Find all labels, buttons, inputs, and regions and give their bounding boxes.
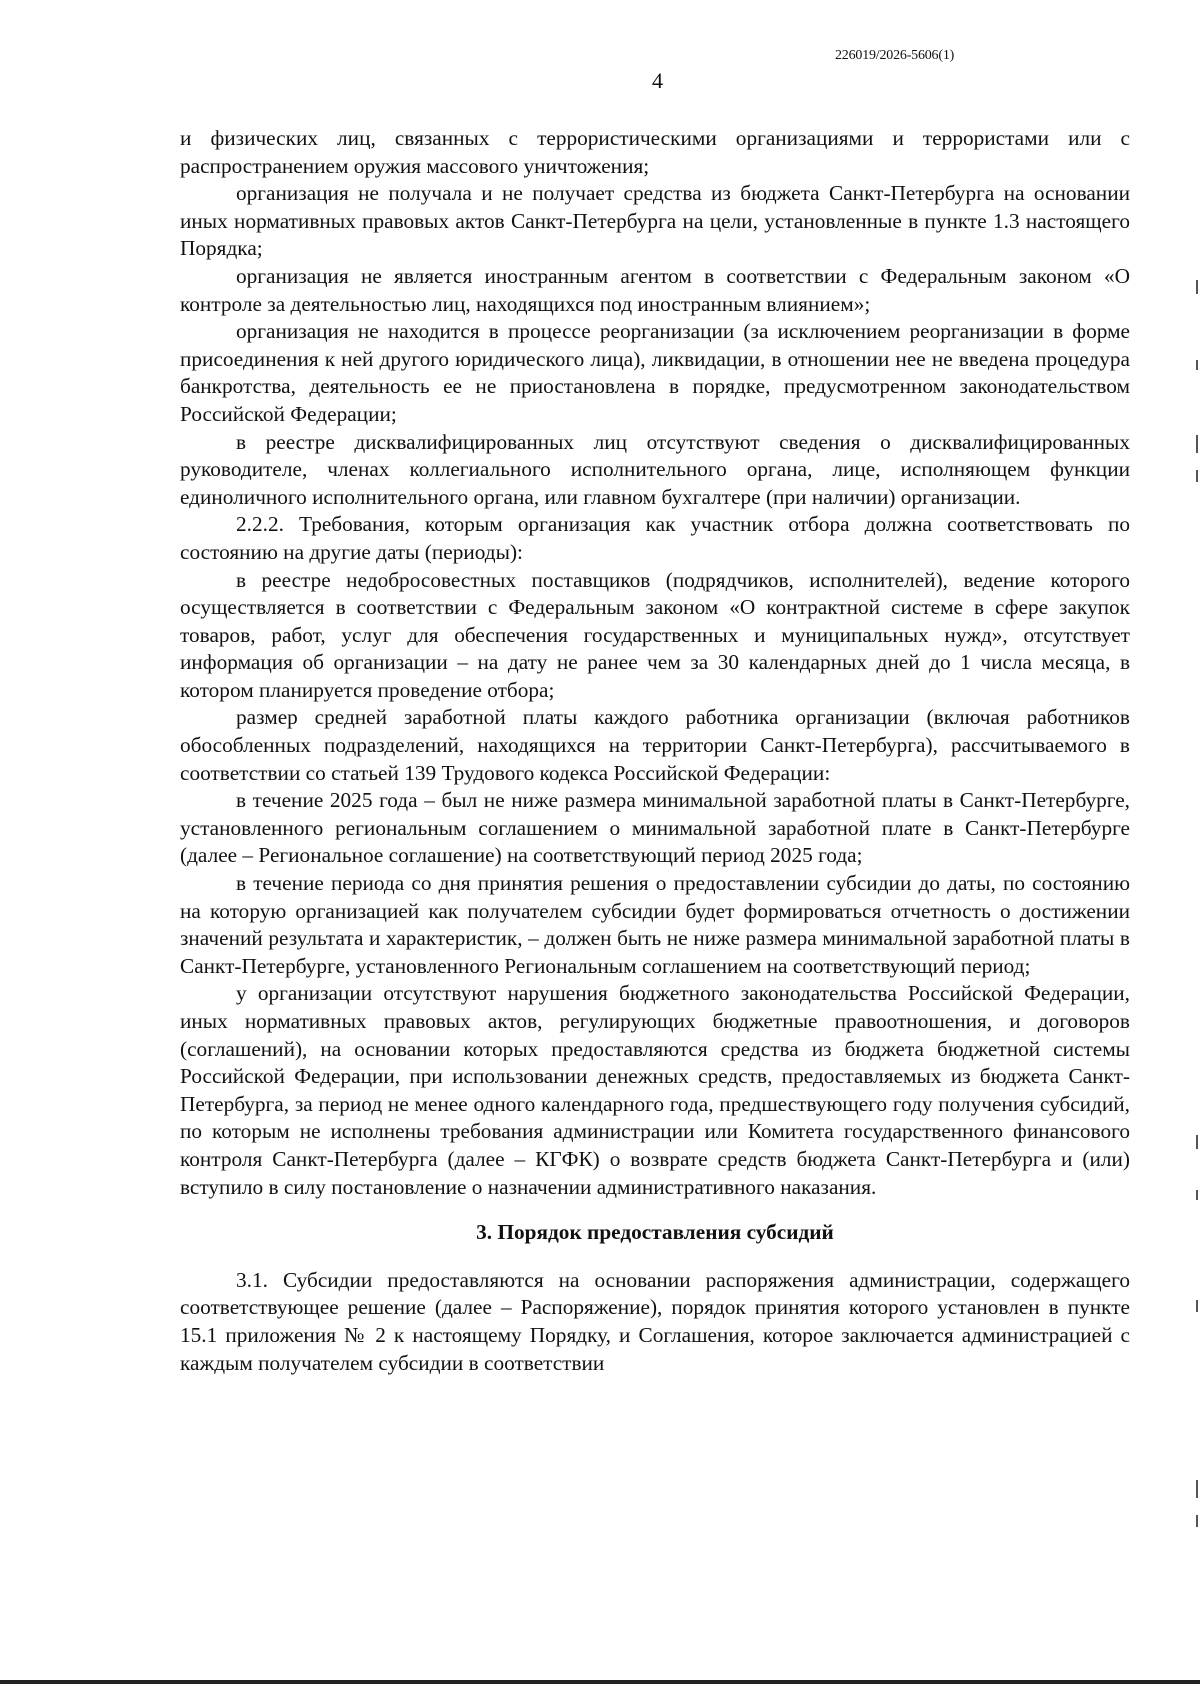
paragraph: 3.1. Субсидии предоставляются на основании распоряжения администрации, содержащего соответствующее решение (далее – Распоряжение), порядок принятия которого установлен в пункте 15.1 приложения № 2 к настоящему Порядку, и Соглашения, которое заключается администрацией с каждым получателем субсидии в соответствии	[180, 1267, 1130, 1375]
scan-artifact	[1196, 360, 1198, 370]
paragraph: и физических лиц, связанных с террористическими организациями и террористами или с распространением оружия массового уничтожения;	[180, 126, 1130, 178]
page-number: 4	[652, 68, 663, 93]
scan-artifact	[1196, 470, 1198, 482]
scan-artifact	[1196, 280, 1198, 294]
paragraph: у организации отсутствуют нарушения бюджетного законодательства Российской Федерации, иных нормативных правовых актов, регулирующих бюджетные правоотношения, и договоров (соглашений), на основании которых предоставляются средства из бюджета бюджетной системы Российской Федерации, при использовании денежных средств, предоставляемых из бюджета Санкт-Петербурга, за период не менее одного календарного года, предшествующего году получения субсидий, по которым не исполнены требования администрации или Комитета государственного финансового контроля Санкт-Петербурга (далее – КГФК) о возврате средств бюджета Санкт-Петербурга и (или) вступило в силу постановление о назначении административного наказания.	[180, 981, 1130, 1199]
paragraph: размер средней заработной платы каждого работника организации (включая работников обособленных подразделений, находящихся на территории Санкт-Петербурга), рассчитываемого в соответствии со статьей 139 Трудового кодекса Российской Федерации:	[180, 705, 1130, 785]
paragraph: в реестре недобросовестных поставщиков (подрядчиков, исполнителей), ведение которого осуществляется в соответствии с Федеральным законом «О контрактной системе в сфере закупок товаров, работ, услуг для обеспечения государственных и муниципальных нужд», отсутствует информация об организации – на дату не ранее чем за 30 календарных дней до 1 числа месяца, в котором планируется проведение отбора;	[180, 567, 1130, 702]
scan-artifact	[1196, 1300, 1198, 1312]
paragraph: в течение 2025 года – был не ниже размера минимальной заработной платы в Санкт-Петербурге, установленного региональным соглашением о минимальной заработной плате в Санкт-Петербурге (далее – Региональное соглашение) на соответствующий период 2025 года;	[180, 788, 1130, 868]
paragraph: в реестре дисквалифицированных лиц отсутствуют сведения о дисквалифицированных руководителе, членах коллегиального исполнительного органа, лице, исполняющем функции единоличного исполнительного органа, или главном бухгалтере (при наличии) организации.	[180, 429, 1130, 509]
paragraph: организация не получала и не получает средства из бюджета Санкт-Петербурга на основании иных нормативных правовых актов Санкт-Петербурга на цели, установленные в пункте 1.3 настоящего Порядка;	[180, 181, 1130, 261]
paragraph: организация не находится в процессе реорганизации (за исключением реорганизации в форме присоединения к ней другого юридического лица), ликвидации, в отношении нее не введена процедура банкротства, деятельность ее не приостановлена в порядке, предусмотренном законодательством Российской Федерации;	[180, 319, 1130, 426]
document-body	[180, 125, 1130, 1377]
scan-edge-bar	[0, 1680, 1200, 1684]
scan-artifact	[1196, 1515, 1198, 1527]
section-heading: 3. Порядок предоставления субсидий	[476, 1220, 834, 1245]
scan-artifact	[1196, 435, 1198, 453]
document-registration-number: 226019/2026-5606(1)	[835, 48, 955, 63]
scan-artifact	[1196, 1480, 1198, 1498]
paragraph: в течение периода со дня принятия решения о предоставлении субсидии до даты, по состоянию на которую организацией как получателем субсидии будет формироваться отчетность о достижении значений результата и характеристик, – должен быть не ниже размера минимальной заработной платы в Санкт-Петербурге, установленного Региональным соглашением на соответствующий период;	[180, 871, 1130, 978]
scan-artifact	[1196, 1190, 1198, 1200]
paragraph: организация не является иностранным агентом в соответствии с Федеральным законом «О контроле за деятельностью лиц, находящихся под иностранным влиянием»;	[180, 263, 1130, 316]
paragraph: 2.2.2. Требования, которым организация как участник отбора должна соответствовать по состоянию на другие даты (периоды):	[180, 512, 1130, 564]
scan-artifact	[1196, 1135, 1198, 1149]
